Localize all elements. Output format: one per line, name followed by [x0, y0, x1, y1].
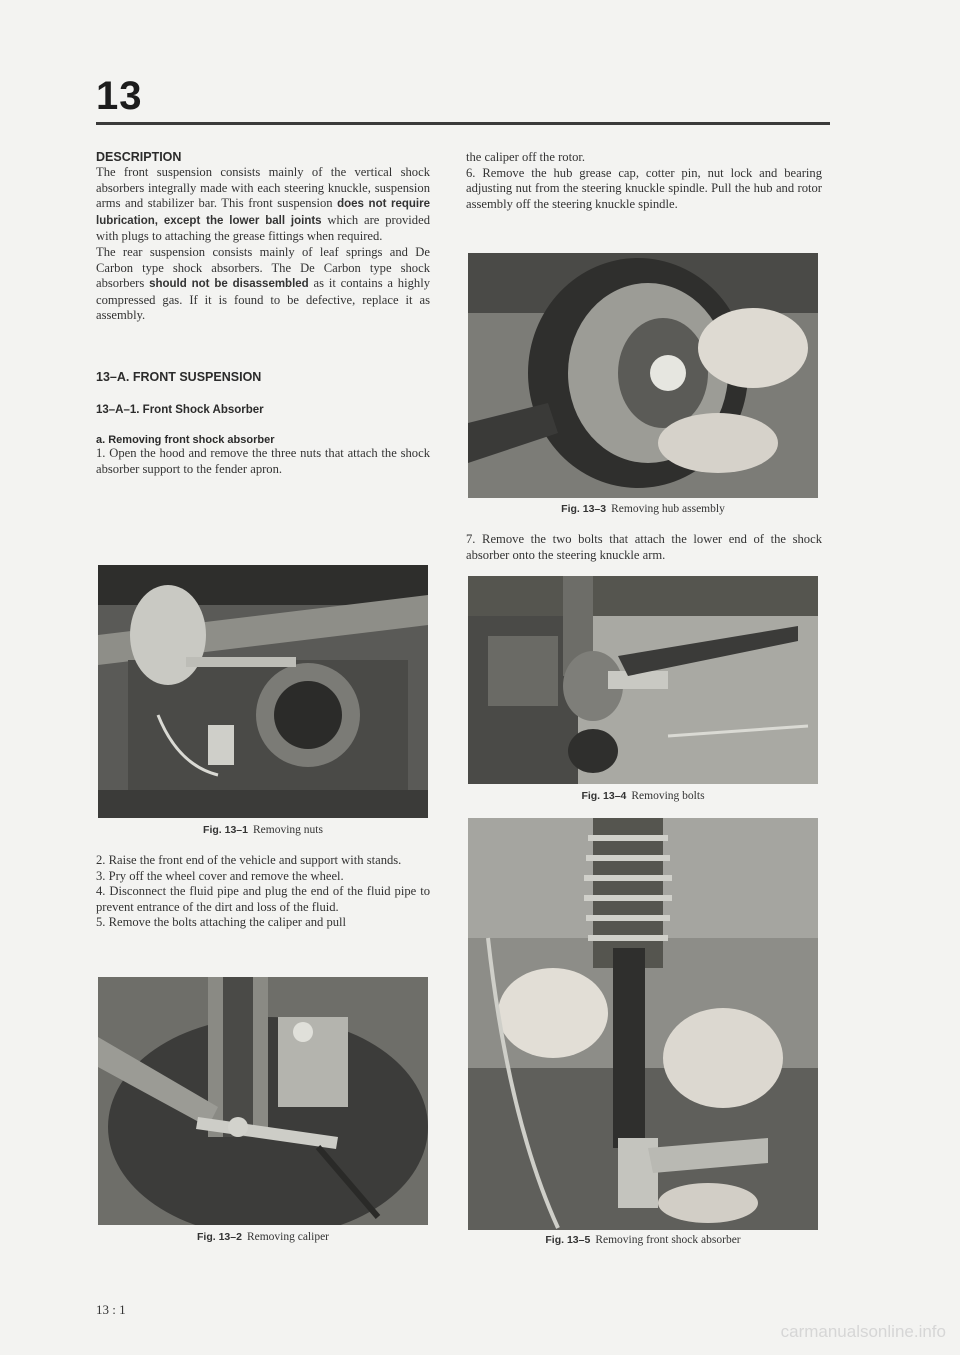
- step-5-continued: the caliper off the rotor.: [466, 150, 586, 164]
- step-7: 7. Remove the two bolts that attach the lower end of the shock absorber onto the steering knuckle arm.: [466, 532, 822, 562]
- figure-caption-text: Removing caliper: [246, 1231, 330, 1243]
- figure-13-1-caption: [98, 824, 428, 836]
- description-text: as it contains a highly compressed gas. If it is found to be defective, replace it as assembly.: [96, 276, 430, 323]
- figure-label: Fig. 13–1: [203, 824, 248, 836]
- step-1: 1. Open the hood and remove the three nuts that attach the shock absorber support to the fender apron.: [96, 445, 430, 476]
- left-column-steps: [96, 853, 430, 931]
- description-heading: DESCRIPTION: [96, 150, 182, 164]
- chapter-number: 13: [96, 74, 143, 118]
- description-paragraph-2: [96, 245, 430, 324]
- step-6: 6. Remove the hub grease cap, cotter pin, nut lock and bearing adjusting nut from the steering knuckle spindle. Pull the hub and rotor assembly off the steering knuckle spindle.: [466, 165, 822, 211]
- section-heading: 13–A. FRONT SUSPENSION: [96, 369, 262, 384]
- figure-caption-text: Removing front shock absorber: [595, 1234, 741, 1246]
- figure-13-2-photo: [98, 977, 428, 1225]
- figure-label: Fig. 13–5: [545, 1234, 591, 1246]
- figure-caption-text: Removing bolts: [631, 790, 705, 802]
- header-rule: [96, 122, 830, 125]
- step-heading: a. Removing front shock absorber: [96, 433, 275, 446]
- figure-label: Fig. 13–4: [581, 790, 627, 802]
- figure-13-5-caption: [468, 1234, 818, 1246]
- right-column-step-7: [466, 532, 822, 563]
- subsection-heading: 13–A–1. Front Shock Absorber: [96, 403, 264, 416]
- figure-13-2-caption: [98, 1231, 428, 1243]
- description-bold-text: does not require lubrication, except the lower ball joints: [96, 198, 431, 227]
- step-5: 5. Remove the bolts attaching the caliper and pull: [96, 915, 347, 930]
- figure-13-3-photo: [468, 253, 818, 498]
- figure-13-4-caption: [468, 790, 818, 802]
- right-column: [466, 150, 822, 212]
- description-text: which are provided with plugs to attaching the grease fittings when required.: [96, 212, 430, 244]
- figure-13-1-photo: [98, 565, 428, 818]
- figure-13-4-photo: [468, 576, 818, 784]
- watermark: carmanualsonline.info: [780, 1322, 946, 1341]
- step-2: 2. Raise the front end of the vehicle and support with stands.: [96, 853, 402, 867]
- figure-caption-text: Removing hub assembly: [611, 503, 725, 515]
- step-3: 3. Pry off the wheel cover and remove the wheel.: [96, 868, 344, 883]
- description-text: The front suspension consists mainly of the vertical shock absorbers integrally made with each steering knuckle, suspension arms and stabilizer bar. This front suspension: [96, 165, 430, 211]
- left-column: [96, 150, 430, 477]
- figure-13-3-caption: [468, 503, 818, 515]
- description-paragraph-1: [96, 165, 430, 245]
- page-number: 13 : 1: [96, 1302, 126, 1317]
- figure-label: Fig. 13–2: [196, 1231, 242, 1243]
- description-text: The rear suspension consists mainly of leaf springs and De Carbon type shock absorbers. The De Carbon type shock absorbers: [96, 244, 430, 291]
- description-bold-text: should not be disassembled: [149, 278, 309, 291]
- figure-caption-text: Removing nuts: [252, 824, 323, 836]
- figure-label: Fig. 13–3: [561, 503, 607, 515]
- step-4: 4. Disconnect the fluid pipe and plug the end of the fluid pipe to prevent entrance of the dirt and loss of the fluid.: [96, 884, 430, 914]
- figure-13-5-photo: [468, 818, 818, 1230]
